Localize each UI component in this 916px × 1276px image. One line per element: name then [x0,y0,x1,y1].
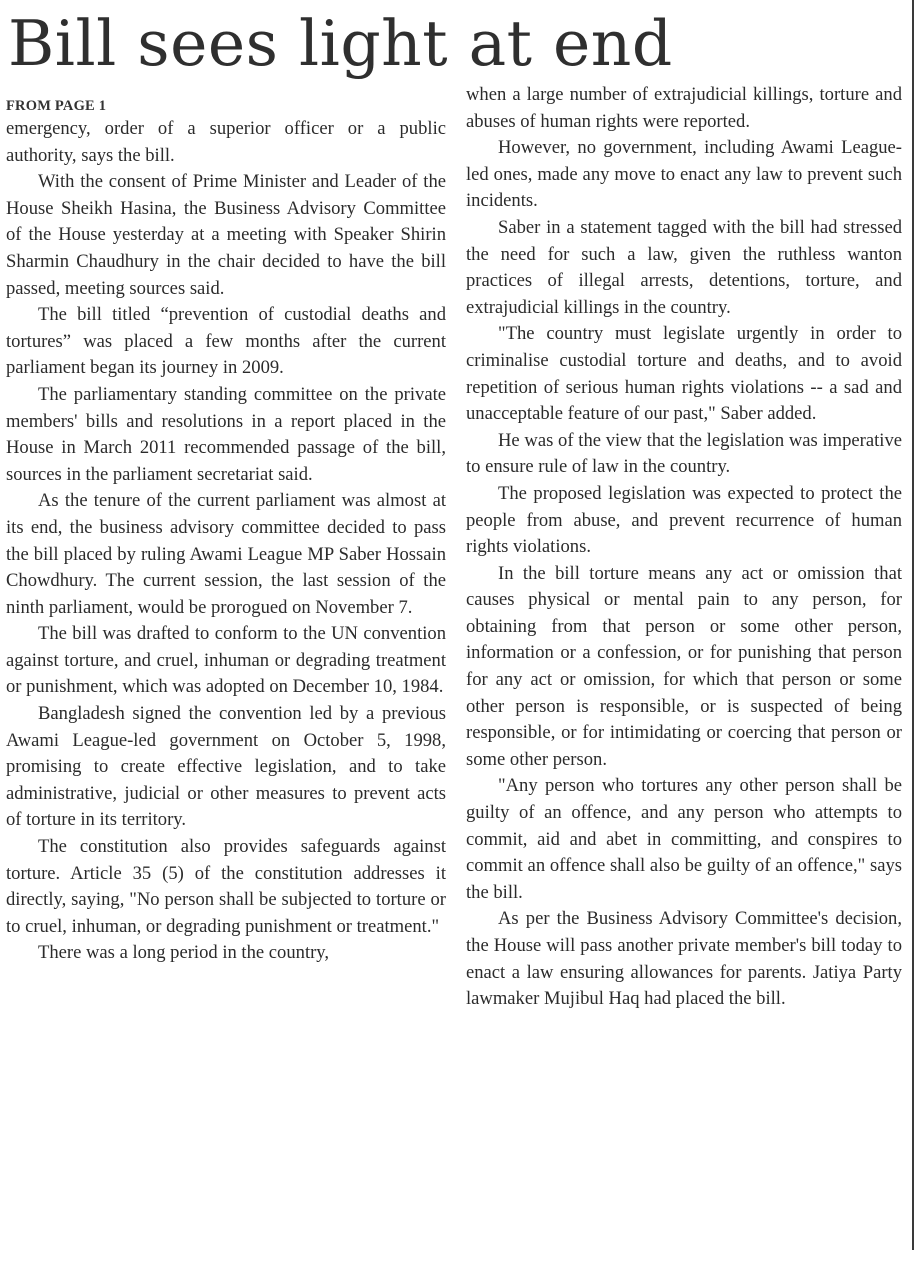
paragraph: Saber in a statement tagged with the bill had stressed the need for such a law, given the ruthless wanton practices of illegal arrests, detentions, torture, and extrajudicial killings in the country. [466,216,902,318]
paragraph: when a large number of extrajudicial killings, torture and abuses of human rights were reported. [466,84,902,132]
paragraph: As the tenure of the current parliament was almost at its end, the business advisory committee decided to pass the bill placed by ruling Awami League MP Saber Hossain Chowdhury. The current session, the last session of the ninth parliament, would be prorogued on November 7. [6,490,446,618]
paragraph: Bangladesh signed the convention led by a previous Awami League-led government on October 5, 1998, promising to create effective legislation, and to take administrative, judicial or other measures to prevent acts of torture in its territory. [6,703,446,831]
paragraph: The proposed legislation was expected to protect the people from abuse, and prevent recurrence of human rights violations. [466,482,902,558]
paragraph: "The country must legislate urgently in order to criminalise custodial torture and deaths, and to avoid repetition of serious human rights violations -- a sad and unacceptable feature of our past," Saber added. [466,323,902,425]
paragraph: In the bill torture means any act or omission that causes physical or mental pain to any person, for obtaining from that person or some other person, information or a confession, or for punishing that person for any act or omission, for which that person or some other person is responsible, or is suspected of being responsible, or for intimidating or coercing that person or some other person. [466,562,902,770]
paragraph: He was of the view that the legislation was imperative to ensure rule of law in the country. [466,429,902,478]
paragraph: As per the Business Advisory Committee's decision, the House will pass another private member's bill today to enact a law ensuring allowances for parents. Jatiya Party lawmaker Mujibul Haq had placed the bill. [466,908,902,1010]
article-column-right [466,82,902,1013]
article-column-left [6,96,446,967]
paragraph: With the consent of Prime Minister and Leader of the House Sheikh Hasina, the Business Advisory Committee of the House yesterday at a meeting with Speaker Shirin Sharmin Chaudhury in the chair decided to have the bill passed, meeting sources said. [6,171,446,299]
paragraph: emergency, order of a superior officer or a public authority, says the bill. [6,118,446,166]
headline: Bill sees light at end [8,7,673,80]
paragraph: The bill titled “prevention of custodial deaths and tortures” was placed a few months after the current parliament began its journey in 2009. [6,304,446,379]
paragraph: The bill was drafted to conform to the UN convention against torture, and cruel, inhuman or degrading treatment or punishment, which was adopted on December 10, 1984. [6,623,446,698]
paragraph: "Any person who tortures any other person shall be guilty of an offence, and any person who attempts to commit, aid and abet in committing, and conspires to commit an offence shall also be guilty of an offence," says the bill. [466,775,902,903]
paragraph: There was a long period in the country, [38,942,330,964]
paragraph: The constitution also provides safeguards against torture. Article 35 (5) of the constitution addresses it directly, saying, "No person shall be subjected to torture or to cruel, inhuman, or degrading punishment or treatment." [6,836,446,937]
continuation-kicker: FROM PAGE 1 [6,98,107,114]
paragraph: The parliamentary standing committee on the private members' bills and resolutions in a report placed in the House in March 2011 recommended passage of the bill, sources in the parliament secretariat said. [6,383,446,485]
column-rule [912,0,914,1250]
paragraph: However, no government, including Awami League-led ones, made any move to enact any law to prevent such incidents. [466,137,902,212]
